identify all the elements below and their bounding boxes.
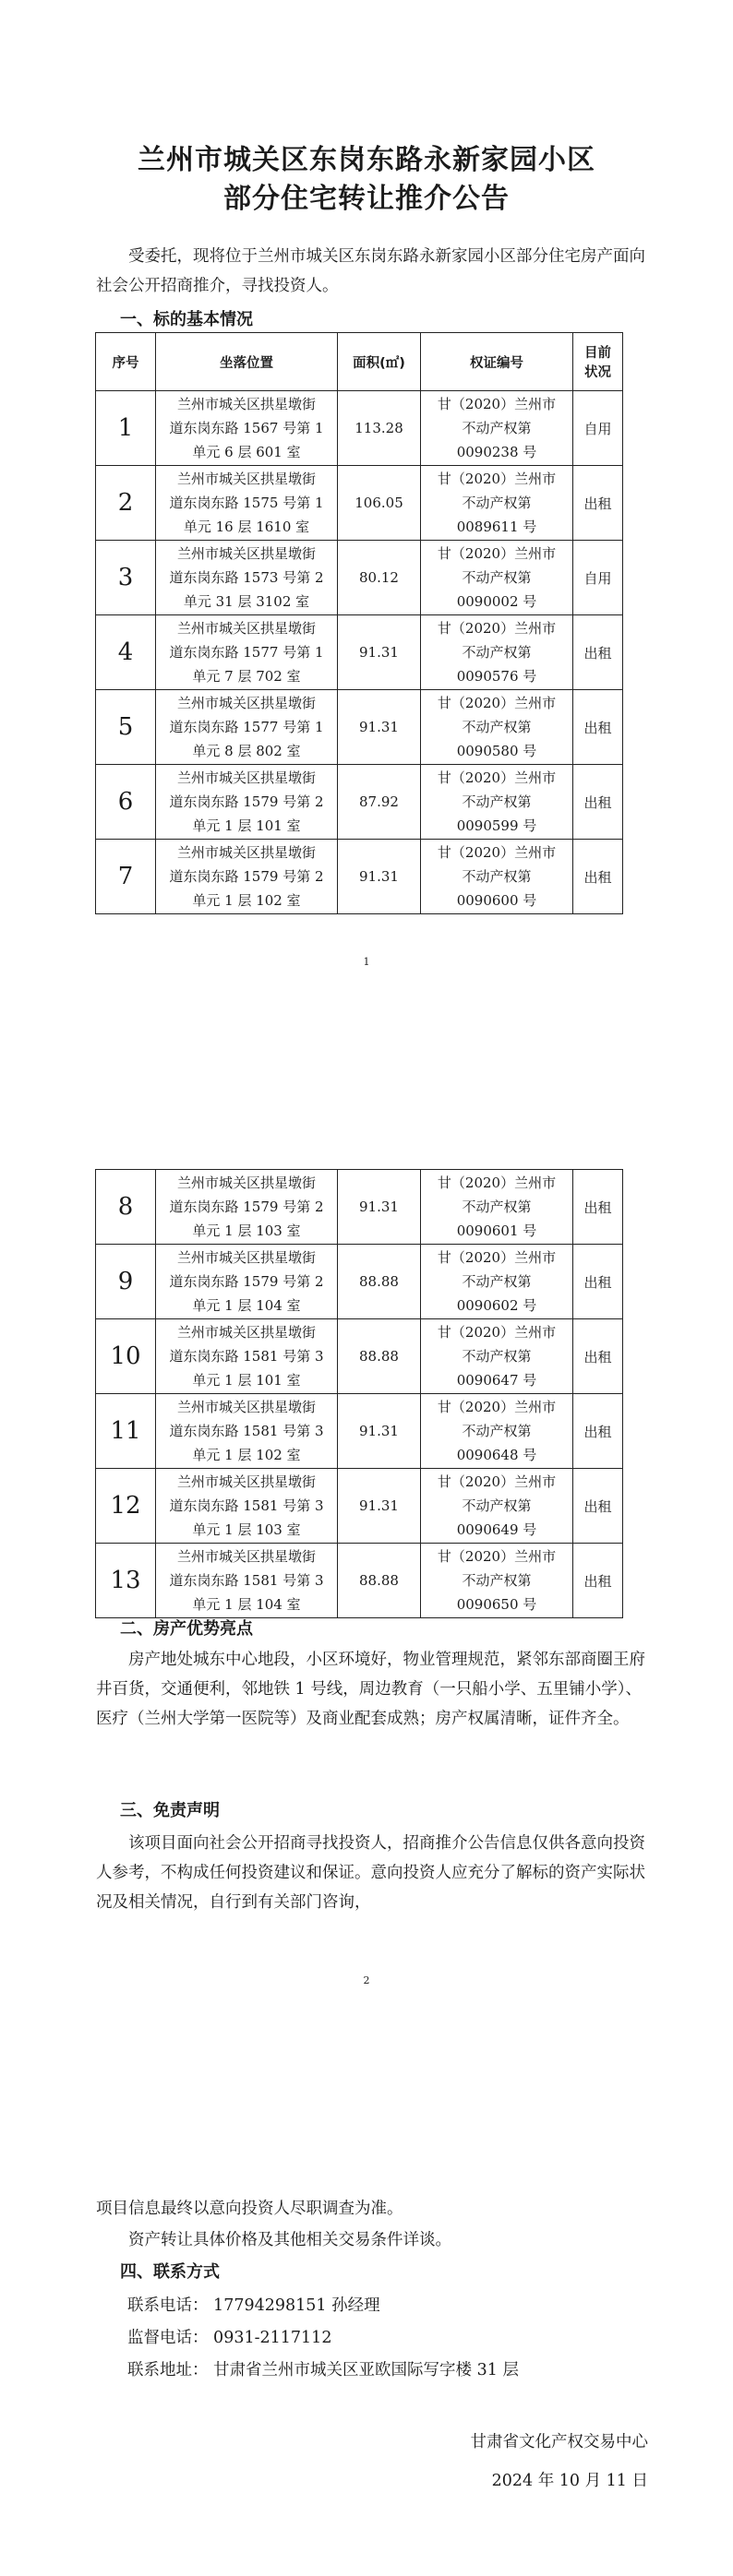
transfer-note: 资产转让具体价格及其他相关交易条件详谈。 bbox=[128, 2231, 451, 2249]
row-location bbox=[156, 1245, 338, 1319]
row-number: 12 bbox=[96, 1469, 156, 1544]
disclaimer-continuation: 项目信息最终以意向投资人尽职调查为准。 bbox=[96, 2200, 403, 2218]
location-line-1: 兰州市城关区拱星墩街 bbox=[176, 769, 316, 786]
table-row bbox=[96, 1544, 623, 1618]
row-number: 9 bbox=[96, 1245, 156, 1319]
certificate-line-3: 0090649 号 bbox=[456, 1521, 537, 1538]
header-status bbox=[573, 333, 623, 391]
row-certificate bbox=[421, 466, 573, 541]
row-number: 5 bbox=[96, 690, 156, 765]
location-line-1: 兰州市城关区拱星墩街 bbox=[176, 1399, 316, 1415]
certificate-line-3: 0090602 号 bbox=[456, 1297, 537, 1314]
location-line-1: 兰州市城关区拱星墩街 bbox=[176, 1249, 316, 1266]
location-line-3: 单元 1 层 101 室 bbox=[192, 1372, 301, 1389]
row-area: 91.31 bbox=[338, 1170, 421, 1245]
table-row bbox=[96, 765, 623, 840]
header-certificate: 权证编号 bbox=[421, 333, 573, 391]
certificate-line-2: 不动产权第 bbox=[462, 569, 532, 586]
location-line-2: 道东岗东路 1577 号第 1 bbox=[169, 644, 324, 661]
location-line-1: 兰州市城关区拱星墩街 bbox=[176, 695, 316, 711]
row-area: 91.31 bbox=[338, 1394, 421, 1469]
table-row bbox=[96, 1170, 623, 1245]
row-status: 出租 bbox=[573, 1170, 623, 1245]
certificate-line-2: 不动产权第 bbox=[462, 420, 532, 436]
certificate-line-3: 0089611 号 bbox=[456, 519, 537, 535]
property-table-part-2 bbox=[95, 1169, 623, 1618]
certificate-line-2: 不动产权第 bbox=[462, 1423, 532, 1439]
row-status: 出租 bbox=[573, 1394, 623, 1469]
location-line-3: 单元 1 层 103 室 bbox=[192, 1521, 301, 1538]
row-certificate bbox=[421, 541, 573, 615]
certificate-line-2: 不动产权第 bbox=[462, 1572, 532, 1589]
location-line-2: 道东岗东路 1579 号第 2 bbox=[169, 868, 324, 885]
location-line-3: 单元 1 层 103 室 bbox=[192, 1222, 301, 1239]
row-status: 出租 bbox=[573, 1319, 623, 1394]
table-row bbox=[96, 1469, 623, 1544]
certificate-line-1: 甘（2020）兰州市 bbox=[437, 1548, 557, 1565]
row-certificate bbox=[421, 1170, 573, 1245]
section-1-heading: 一、标的基本情况 bbox=[120, 310, 253, 329]
certificate-line-2: 不动产权第 bbox=[462, 1497, 532, 1514]
location-line-3: 单元 8 层 802 室 bbox=[192, 743, 301, 759]
location-line-2: 道东岗东路 1579 号第 2 bbox=[169, 793, 324, 810]
table-row bbox=[96, 391, 623, 466]
table-row bbox=[96, 690, 623, 765]
row-number: 8 bbox=[96, 1170, 156, 1245]
certificate-line-1: 甘（2020）兰州市 bbox=[437, 1399, 557, 1415]
certificate-line-3: 0090648 号 bbox=[456, 1447, 537, 1463]
location-line-2: 道东岗东路 1573 号第 2 bbox=[169, 569, 324, 586]
row-number: 1 bbox=[96, 391, 156, 466]
header-no: 序号 bbox=[96, 333, 156, 391]
table-row bbox=[96, 615, 623, 690]
location-line-1: 兰州市城关区拱星墩街 bbox=[176, 471, 316, 487]
location-line-3: 单元 1 层 102 室 bbox=[192, 892, 301, 909]
row-status: 出租 bbox=[573, 615, 623, 690]
supervise-phone: 监督电话： 0931-2117112 bbox=[127, 2329, 332, 2347]
page-number-1: 1 bbox=[363, 956, 370, 968]
location-line-1: 兰州市城关区拱星墩街 bbox=[176, 1473, 316, 1490]
certificate-line-1: 甘（2020）兰州市 bbox=[437, 1324, 557, 1341]
certificate-line-1: 甘（2020）兰州市 bbox=[437, 471, 557, 487]
certificate-line-3: 0090599 号 bbox=[456, 817, 537, 834]
location-line-3: 单元 1 层 104 室 bbox=[192, 1297, 301, 1314]
row-area: 91.31 bbox=[338, 615, 421, 690]
certificate-line-3: 0090580 号 bbox=[456, 743, 537, 759]
row-location bbox=[156, 1170, 338, 1245]
certificate-line-1: 甘（2020）兰州市 bbox=[437, 620, 557, 637]
row-certificate bbox=[421, 690, 573, 765]
certificate-line-2: 不动产权第 bbox=[462, 495, 532, 511]
certificate-line-2: 不动产权第 bbox=[462, 1348, 532, 1365]
section-3-heading: 三、免责声明 bbox=[120, 1801, 220, 1820]
certificate-line-1: 甘（2020）兰州市 bbox=[437, 396, 557, 412]
row-area: 91.31 bbox=[338, 840, 421, 914]
certificate-line-1: 甘（2020）兰州市 bbox=[437, 1175, 557, 1191]
location-line-2: 道东岗东路 1581 号第 3 bbox=[169, 1348, 324, 1365]
row-area: 88.88 bbox=[338, 1245, 421, 1319]
certificate-line-2: 不动产权第 bbox=[462, 1273, 532, 1290]
title-line-1: 兰州市城关区东岗东路永新家园小区 bbox=[138, 144, 595, 176]
header-status-line-1: 目前 bbox=[584, 346, 611, 361]
row-certificate bbox=[421, 1245, 573, 1319]
header-location: 坐落位置 bbox=[156, 333, 338, 391]
certificate-line-1: 甘（2020）兰州市 bbox=[437, 844, 557, 861]
row-number: 10 bbox=[96, 1319, 156, 1394]
row-number: 6 bbox=[96, 765, 156, 840]
contact-phone: 联系电话： 17794298151 孙经理 bbox=[127, 2296, 380, 2315]
row-location bbox=[156, 391, 338, 466]
certificate-line-2: 不动产权第 bbox=[462, 793, 532, 810]
section-4-heading: 四、联系方式 bbox=[120, 2262, 220, 2282]
location-line-3: 单元 16 层 1610 室 bbox=[183, 519, 310, 535]
certificate-line-1: 甘（2020）兰州市 bbox=[437, 695, 557, 711]
row-area: 113.28 bbox=[338, 391, 421, 466]
certificate-line-1: 甘（2020）兰州市 bbox=[437, 769, 557, 786]
location-line-2: 道东岗东路 1581 号第 3 bbox=[169, 1572, 324, 1589]
certificate-line-2: 不动产权第 bbox=[462, 719, 532, 735]
row-location bbox=[156, 690, 338, 765]
header-area: 面积(㎡) bbox=[338, 333, 421, 391]
certificate-line-2: 不动产权第 bbox=[462, 1199, 532, 1215]
contact-address: 联系地址： 甘肃省兰州市城关区亚欧国际写字楼 31 层 bbox=[127, 2361, 519, 2379]
certificate-line-3: 0090002 号 bbox=[456, 593, 537, 610]
disclaimer-paragraph: 该项目面向社会公开招商寻找投资人，招商推介公告信息仅供各意向投资人参考，不构成任何投资建议和保证。意向投资人应充分了解标的资产实际状况及相关情况，自行到有关部门咨询， bbox=[96, 1834, 645, 1912]
location-line-1: 兰州市城关区拱星墩街 bbox=[176, 396, 316, 412]
location-line-3: 单元 31 层 3102 室 bbox=[183, 593, 310, 610]
table-row bbox=[96, 541, 623, 615]
row-status: 出租 bbox=[573, 765, 623, 840]
row-status: 出租 bbox=[573, 1469, 623, 1544]
row-status: 出租 bbox=[573, 840, 623, 914]
certificate-line-1: 甘（2020）兰州市 bbox=[437, 1473, 557, 1490]
row-certificate bbox=[421, 1319, 573, 1394]
row-certificate bbox=[421, 615, 573, 690]
certificate-line-3: 0090600 号 bbox=[456, 892, 537, 909]
row-certificate bbox=[421, 1544, 573, 1618]
row-certificate bbox=[421, 391, 573, 466]
row-area: 91.31 bbox=[338, 1469, 421, 1544]
row-area: 80.12 bbox=[338, 541, 421, 615]
location-line-1: 兰州市城关区拱星墩街 bbox=[176, 620, 316, 637]
row-status: 出租 bbox=[573, 1245, 623, 1319]
row-status: 出租 bbox=[573, 466, 623, 541]
title-line-2: 部分住宅转让推介公告 bbox=[223, 183, 510, 215]
table-header-row bbox=[96, 333, 623, 391]
location-line-3: 单元 1 层 104 室 bbox=[192, 1596, 301, 1613]
location-line-2: 道东岗东路 1581 号第 3 bbox=[169, 1497, 324, 1514]
table-row bbox=[96, 1394, 623, 1469]
row-number: 2 bbox=[96, 466, 156, 541]
location-line-1: 兰州市城关区拱星墩街 bbox=[176, 1548, 316, 1565]
location-line-1: 兰州市城关区拱星墩街 bbox=[176, 1175, 316, 1191]
row-certificate bbox=[421, 765, 573, 840]
header-status-line-2: 状况 bbox=[584, 365, 611, 380]
row-number: 11 bbox=[96, 1394, 156, 1469]
location-line-2: 道东岗东路 1579 号第 2 bbox=[169, 1199, 324, 1215]
certificate-line-1: 甘（2020）兰州市 bbox=[437, 1249, 557, 1266]
location-line-3: 单元 7 层 702 室 bbox=[192, 668, 301, 685]
row-location bbox=[156, 615, 338, 690]
property-table-part-1 bbox=[95, 332, 623, 914]
row-location bbox=[156, 765, 338, 840]
row-location bbox=[156, 1544, 338, 1618]
certificate-line-3: 0090238 号 bbox=[456, 444, 537, 460]
row-location bbox=[156, 1319, 338, 1394]
announcement-date: 2024 年 10 月 11 日 bbox=[491, 2472, 648, 2490]
section-2-heading: 二、房产优势亮点 bbox=[120, 1619, 253, 1639]
row-number: 7 bbox=[96, 840, 156, 914]
row-certificate bbox=[421, 1469, 573, 1544]
row-location bbox=[156, 541, 338, 615]
location-line-2: 道东岗东路 1567 号第 1 bbox=[169, 420, 324, 436]
certificate-line-3: 0090576 号 bbox=[456, 668, 537, 685]
row-location bbox=[156, 1469, 338, 1544]
row-number: 4 bbox=[96, 615, 156, 690]
row-area: 88.88 bbox=[338, 1544, 421, 1618]
row-status: 自用 bbox=[573, 391, 623, 466]
row-location bbox=[156, 1394, 338, 1469]
certificate-line-3: 0090650 号 bbox=[456, 1596, 537, 1613]
location-line-2: 道东岗东路 1577 号第 1 bbox=[169, 719, 324, 735]
row-number: 3 bbox=[96, 541, 156, 615]
location-line-1: 兰州市城关区拱星墩街 bbox=[176, 1324, 316, 1341]
location-line-3: 单元 1 层 101 室 bbox=[192, 817, 301, 834]
row-area: 87.92 bbox=[338, 765, 421, 840]
page-number-2: 2 bbox=[363, 1974, 370, 1986]
row-status: 出租 bbox=[573, 690, 623, 765]
certificate-line-3: 0090601 号 bbox=[456, 1222, 537, 1239]
location-line-3: 单元 1 层 102 室 bbox=[192, 1447, 301, 1463]
row-number: 13 bbox=[96, 1544, 156, 1618]
table-row bbox=[96, 466, 623, 541]
certificate-line-2: 不动产权第 bbox=[462, 644, 532, 661]
location-line-2: 道东岗东路 1575 号第 1 bbox=[169, 495, 324, 511]
row-area: 91.31 bbox=[338, 690, 421, 765]
location-line-2: 道东岗东路 1581 号第 3 bbox=[169, 1423, 324, 1439]
row-status: 自用 bbox=[573, 541, 623, 615]
row-status: 出租 bbox=[573, 1544, 623, 1618]
row-location bbox=[156, 466, 338, 541]
certificate-line-1: 甘（2020）兰州市 bbox=[437, 545, 557, 562]
advantages-paragraph: 房产地处城东中心地段，小区环境好，物业管理规范，紧邻东部商圈王府井百货，交通便利，邻地铁 1 号线，周边教育（一只船小学、五里铺小学）、医疗（兰州大学第一医院等）及商业配套成熟；房产权属清晰，证件齐全。 bbox=[96, 1651, 645, 1728]
location-line-1: 兰州市城关区拱星墩街 bbox=[176, 844, 316, 861]
certificate-line-2: 不动产权第 bbox=[462, 868, 532, 885]
row-area: 106.05 bbox=[338, 466, 421, 541]
intro-paragraph: 受委托，现将位于兰州市城关区东岗东路永新家园小区部分住宅房产面向社会公开招商推介，寻找投资人。 bbox=[96, 247, 645, 295]
row-location bbox=[156, 840, 338, 914]
issuing-organization: 甘肃省文化产权交易中心 bbox=[470, 2433, 648, 2451]
row-area: 88.88 bbox=[338, 1319, 421, 1394]
location-line-2: 道东岗东路 1579 号第 2 bbox=[169, 1273, 324, 1290]
location-line-1: 兰州市城关区拱星墩街 bbox=[176, 545, 316, 562]
table-row bbox=[96, 1319, 623, 1394]
table-row bbox=[96, 1245, 623, 1319]
certificate-line-3: 0090647 号 bbox=[456, 1372, 537, 1389]
table-row bbox=[96, 840, 623, 914]
row-certificate bbox=[421, 840, 573, 914]
row-certificate bbox=[421, 1394, 573, 1469]
location-line-3: 单元 6 层 601 室 bbox=[192, 444, 301, 460]
